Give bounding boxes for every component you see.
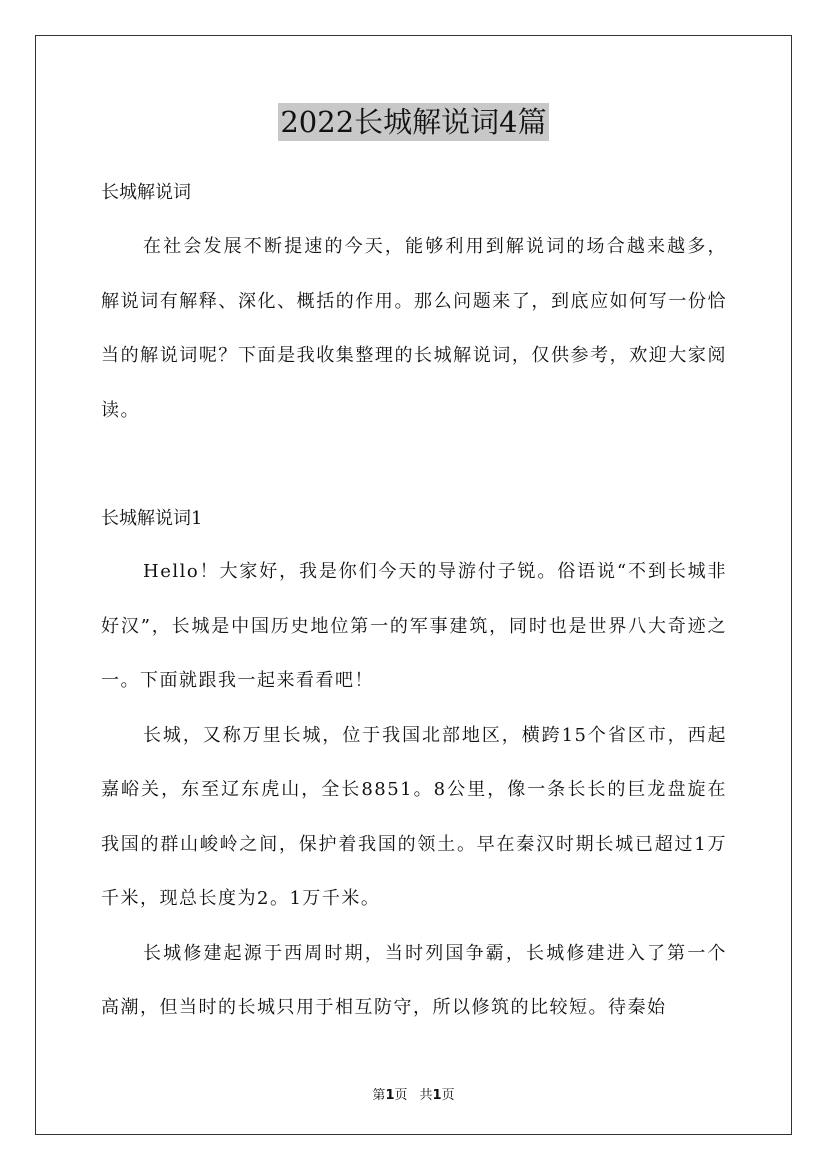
paragraph: Hello！大家好，我是你们今天的导游付子锐。俗语说“不到长城非好汉”，长城是中国历史地位第一的军事建筑，同时也是世界八大奇迹之一。下面就跟我一起来看看吧！ — [101, 561, 727, 691]
total-prefix: 共 — [419, 1088, 433, 1103]
page-current: 1 — [385, 1088, 395, 1103]
section-1 — [101, 180, 727, 206]
paragraph: 长城，又称万里长城，位于我国北部地区，横跨15个省区市，西起嘉峪关，东至辽东虎山，全长8851。8公里，像一条长长的巨龙盘旋在我国的群山峻岭之间，保护着我国的领土。早在秦汉时期长城已超过1万千米，现总长度为2。1万千米。 — [101, 724, 727, 909]
section-heading: 长城解说词 — [101, 182, 191, 203]
document-title: 2022长城解说词4篇 — [280, 105, 547, 139]
page-prefix: 第 — [372, 1088, 386, 1103]
paragraph: 长城修建起源于西周时期，当时列国争霸，长城修建进入了第一个高潮，但当时的长城只用于相互防守，所以修筑的比较短。待秦始 — [101, 942, 727, 1018]
total-suffix: 页 — [441, 1088, 455, 1103]
paragraph: 在社会发展不断提速的今天，能够利用到解说词的场合越来越多，解说词有解释、深化、概括的作用。那么问题来了，到底应如何写一份恰当的解说词呢？下面是我收集整理的长城解说词，仅供参考，欢迎大家阅读。 — [101, 236, 727, 421]
section-2-body — [101, 545, 727, 1036]
section-2 — [101, 506, 727, 532]
page-footer — [0, 1084, 827, 1103]
section-heading: 长城解说词1 — [101, 508, 203, 529]
page-total: 1 — [432, 1088, 442, 1103]
section-1-body — [101, 220, 727, 438]
title-container — [0, 103, 827, 141]
page-suffix: 页 — [394, 1088, 408, 1103]
